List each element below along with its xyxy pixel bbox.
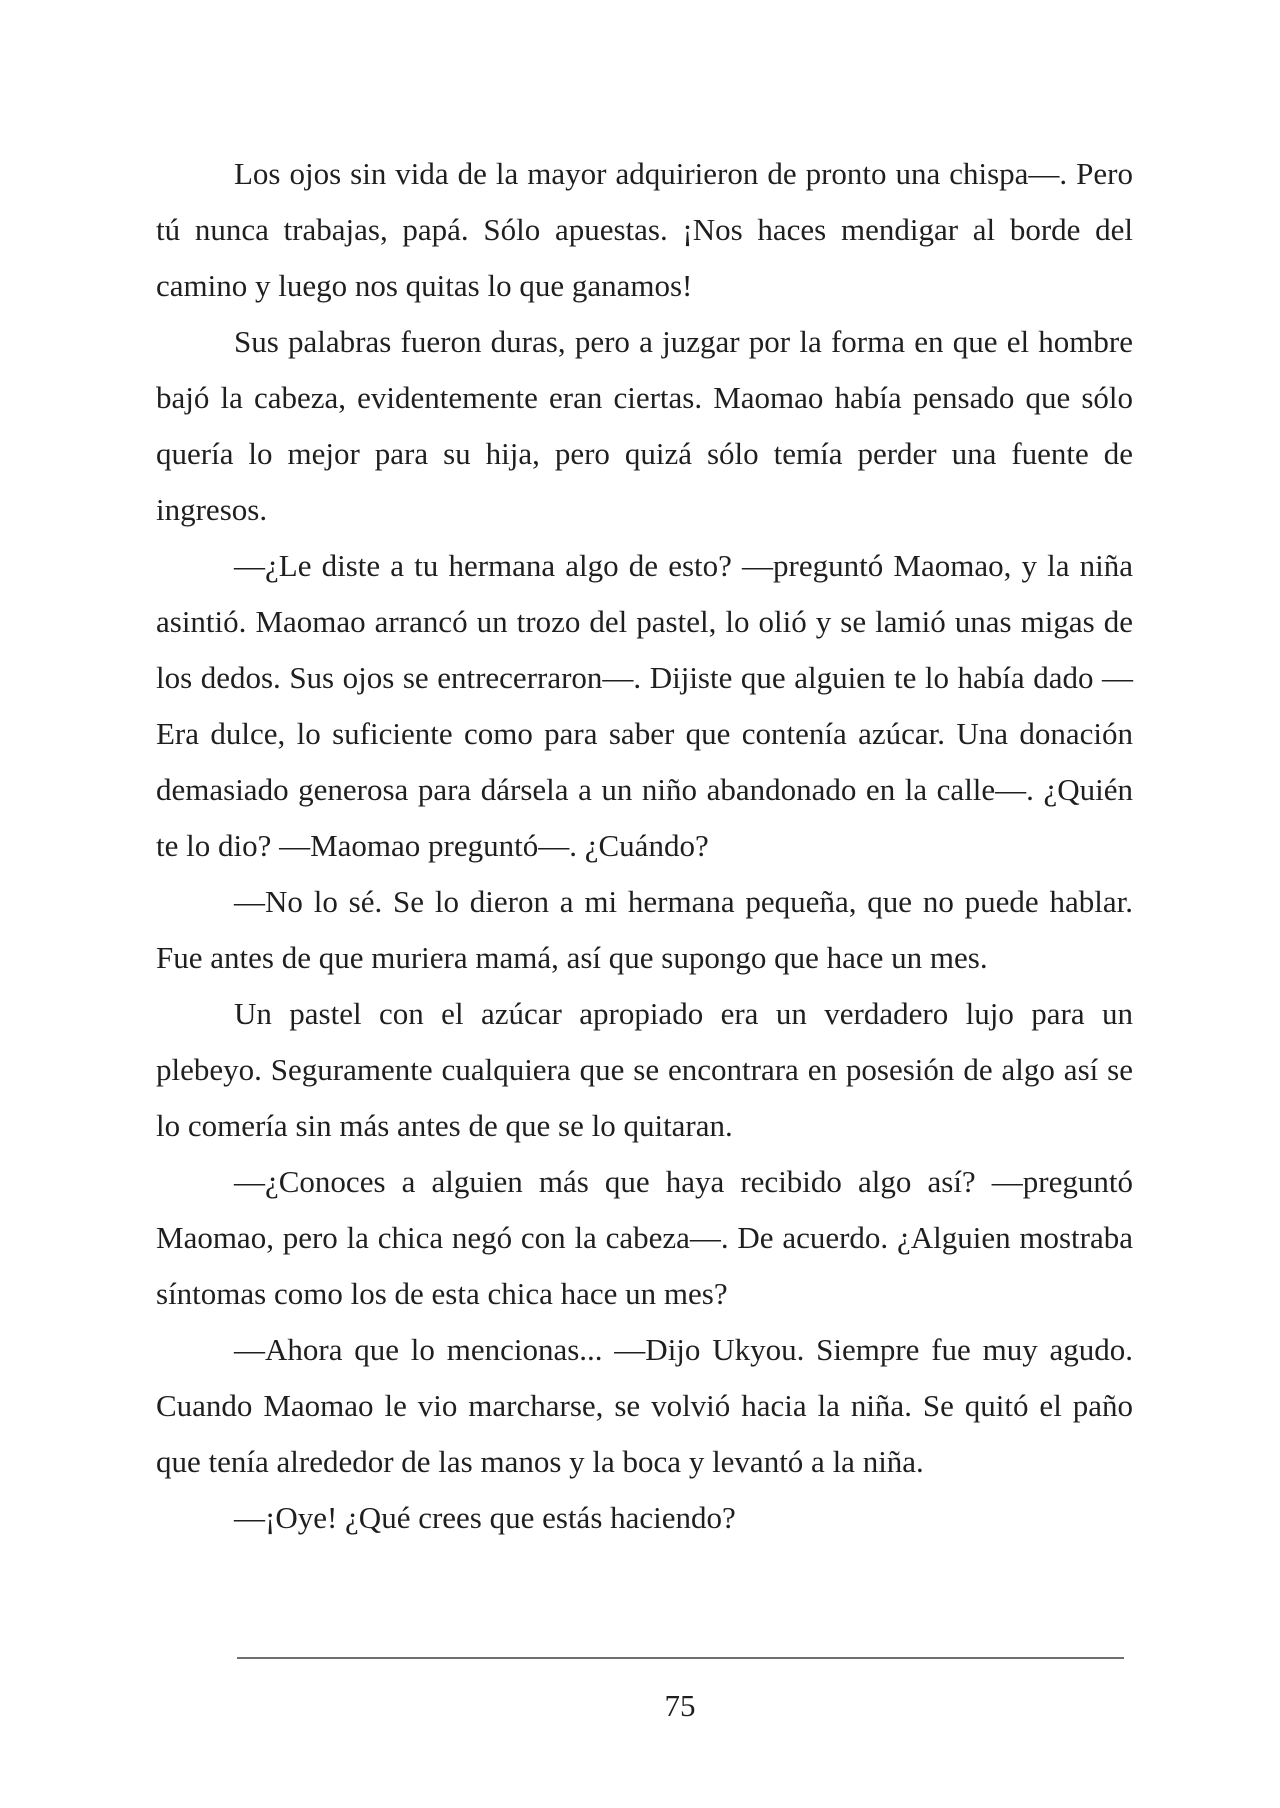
paragraph-8: —¡Oye! ¿Qué crees que estás haciendo? [234, 1500, 736, 1535]
paragraph-2: Sus palabras fueron duras, pero a juzgar por la forma en que el hombre bajó la cabeza, evidentemente eran ciertas. Maomao había pensado que sólo quería lo mejor para su hija, pero quizá sólo temía perder una fuente de ingresos. [156, 324, 1133, 527]
paragraph-1: Los ojos sin vida de la mayor adquirieron de pronto una chispa—. Pero tú nunca trabajas, papá. Sólo apuestas. ¡Nos haces mendigar al borde del camino y luego nos quitas lo que ganamos! [156, 156, 1133, 303]
footer-divider [237, 1657, 1124, 1659]
paragraph-4: —No lo sé. Se lo dieron a mi hermana pequeña, que no puede hablar. Fue antes de que muriera mamá, así que supongo que hace un mes. [156, 884, 1133, 975]
body-text [156, 146, 1133, 1546]
paragraph-3: —¿Le diste a tu hermana algo de esto? —preguntó Maomao, y la niña asintió. Maomao arrancó un trozo del pastel, lo olió y se lamió unas migas de los dedos. Sus ojos se entrecerraron—. Dijiste que alguien te lo había dado —Era dulce, lo suficiente como para saber que contenía azúcar. Una donación demasiado generosa para dársela a un niño abandonado en la calle—. ¿Quién te lo dio? —Maomao preguntó—. ¿Cuándo? [156, 548, 1133, 863]
paragraph-7: —Ahora que lo mencionas... —Dijo Ukyou. Siempre fue muy agudo. Cuando Maomao le vio marcharse, se volvió hacia la niña. Se quitó el paño que tenía alrededor de las manos y la boca y levantó a la niña. [156, 1332, 1133, 1479]
page-number: 75 [664, 1688, 696, 1723]
paragraph-5: Un pastel con el azúcar apropiado era un verdadero lujo para un plebeyo. Seguramente cualquiera que se encontrara en posesión de algo así se lo comería sin más antes de que se lo quitaran. [156, 996, 1133, 1143]
paragraph-6: —¿Conoces a alguien más que haya recibido algo así? —preguntó Maomao, pero la chica negó con la cabeza—. De acuerdo. ¿Alguien mostraba síntomas como los de esta chica hace un mes? [156, 1164, 1133, 1311]
